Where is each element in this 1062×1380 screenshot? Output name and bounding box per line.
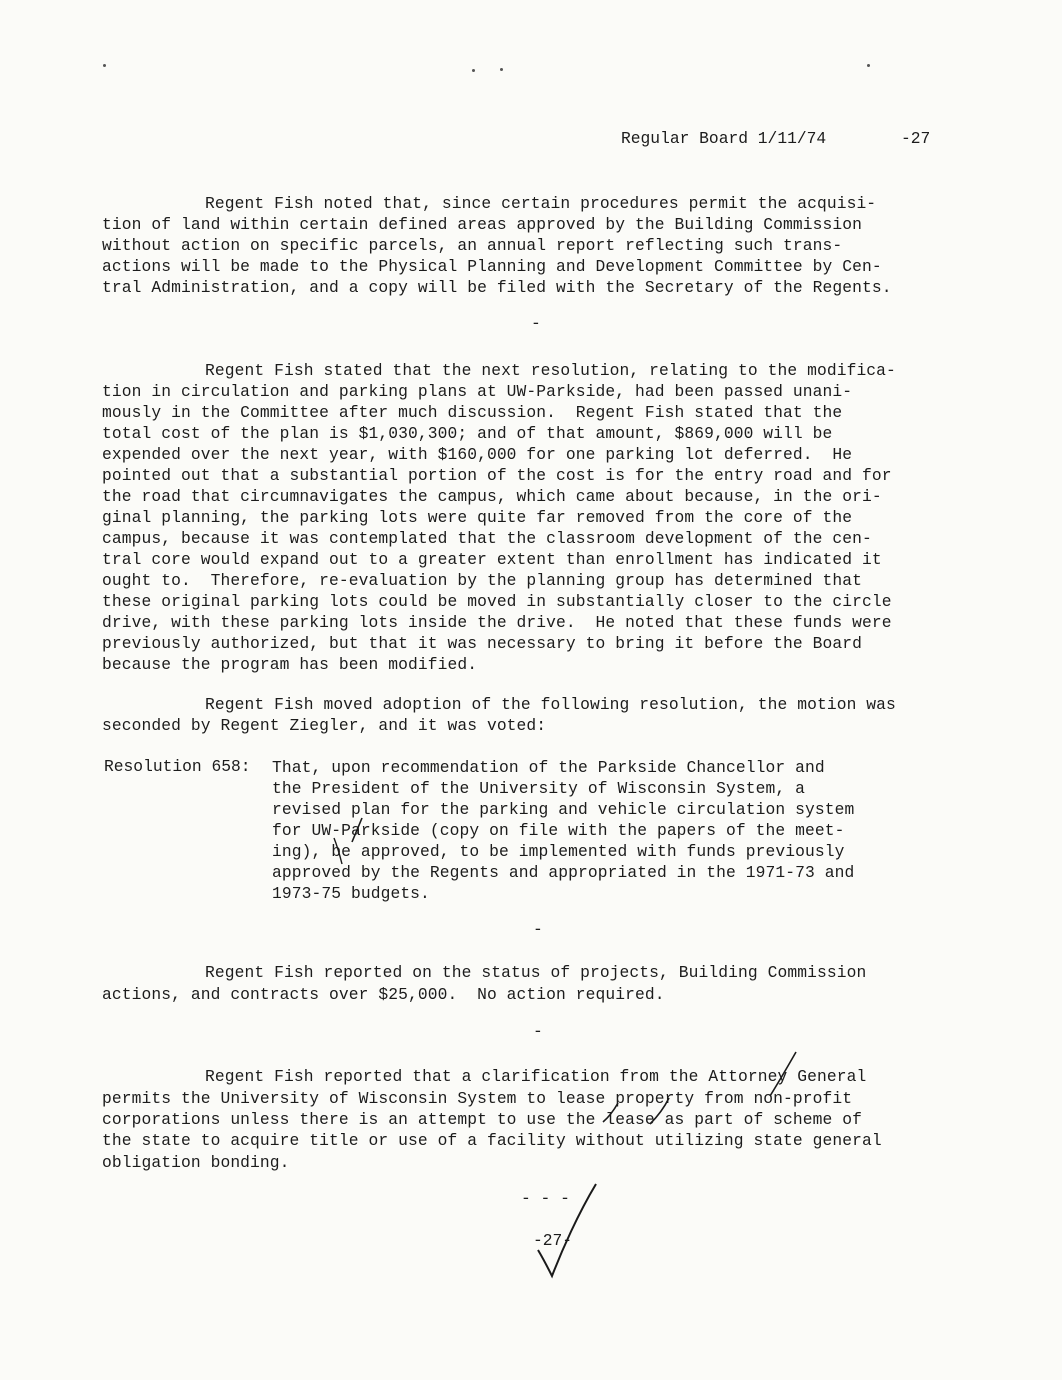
resolution-text-line: for UW-Parkside (copy on file with the papers of the meet- (272, 821, 845, 840)
text-line: actions will be made to the Physical Planning and Development Committee by Cen- (102, 257, 882, 276)
text-line: permits the University of Wisconsin System to lease property from non-profit (102, 1089, 853, 1108)
resolution-text-line: approved by the Regents and appropriated in the 1971-73 and (272, 863, 855, 882)
text-line: Regent Fish stated that the next resolution, relating to the modifica- (205, 361, 896, 380)
text-line: tion of land within certain defined areas approved by the Building Commission (102, 215, 863, 234)
text-line: because the program has been modified. (102, 655, 478, 674)
text-line: total cost of the plan is $1,030,300; and of that amount, $869,000 will be (102, 424, 833, 443)
text-line: Regent Fish reported that a clarification from the Attorney General (205, 1067, 867, 1086)
text-line: Regent Fish reported on the status of projects, Building Commission (205, 963, 867, 982)
resolution-label: Resolution 658: (104, 757, 251, 776)
text-line: Regent Fish noted that, since certain procedures permit the acquisi- (205, 194, 877, 213)
resolution-text-line: the President of the University of Wisconsin System, a (272, 779, 805, 798)
text-line: these original parking lots could be moved in substantially closer to the circle (102, 592, 892, 611)
page-header-title: Regular Board 1/11/74 (621, 129, 827, 148)
section-separator: - (533, 920, 543, 939)
text-line: corporations unless there is an attempt to use the lease as part of scheme of (102, 1110, 863, 1129)
text-line: tion in circulation and parking plans at UW-Parkside, had been passed unani- (102, 382, 853, 401)
text-line: tral core would expand out to a greater extent than enrollment has indicated it (102, 550, 882, 569)
text-line: seconded by Regent Ziegler, and it was voted: (102, 716, 547, 735)
text-line: actions, and contracts over $25,000. No action required. (102, 985, 665, 1004)
text-line: mously in the Committee after much discussion. Regent Fish stated that the (102, 403, 843, 422)
text-line: expended over the next year, with $160,000 for one parking lot deferred. He (102, 445, 853, 464)
text-line: without action on specific parcels, an annual report reflecting such trans- (102, 236, 843, 255)
text-line: campus, because it was contemplated that the classroom development of the cen- (102, 529, 872, 548)
text-line: previously authorized, but that it was necessary to bring it before the Board (102, 634, 863, 653)
text-line: ginal planning, the parking lots were quite far removed from the core of the (102, 508, 853, 527)
resolution-text-line: revised plan for the parking and vehicle circulation system (272, 800, 855, 819)
text-line: ought to. Therefore, re-evaluation by the planning group has determined that (102, 571, 863, 590)
text-line: drive, with these parking lots inside the drive. He noted that these funds were (102, 613, 892, 632)
page-header-number: -27 (901, 129, 931, 148)
footer-dashes: - - - (521, 1189, 570, 1208)
text-line: the road that circumnavigates the campus, which came about because, in the ori- (102, 487, 882, 506)
resolution-text-line: That, upon recommendation of the Parkside Chancellor and (272, 758, 825, 777)
resolution-text-line: ing), be approved, to be implemented with funds previously (272, 842, 845, 861)
text-line: tral Administration, and a copy will be filed with the Secretary of the Regents. (102, 278, 892, 297)
footer-page-number: -27- (533, 1231, 573, 1250)
section-separator: - (531, 314, 541, 333)
text-line: pointed out that a substantial portion of the cost is for the entry road and for (102, 466, 892, 485)
section-separator: - (533, 1022, 543, 1041)
text-line: obligation bonding. (102, 1153, 290, 1172)
text-line: the state to acquire title or use of a facility without utilizing state general (102, 1131, 882, 1150)
text-line: Regent Fish moved adoption of the following resolution, the motion was (205, 695, 896, 714)
resolution-text-line: 1973-75 budgets. (272, 884, 430, 903)
